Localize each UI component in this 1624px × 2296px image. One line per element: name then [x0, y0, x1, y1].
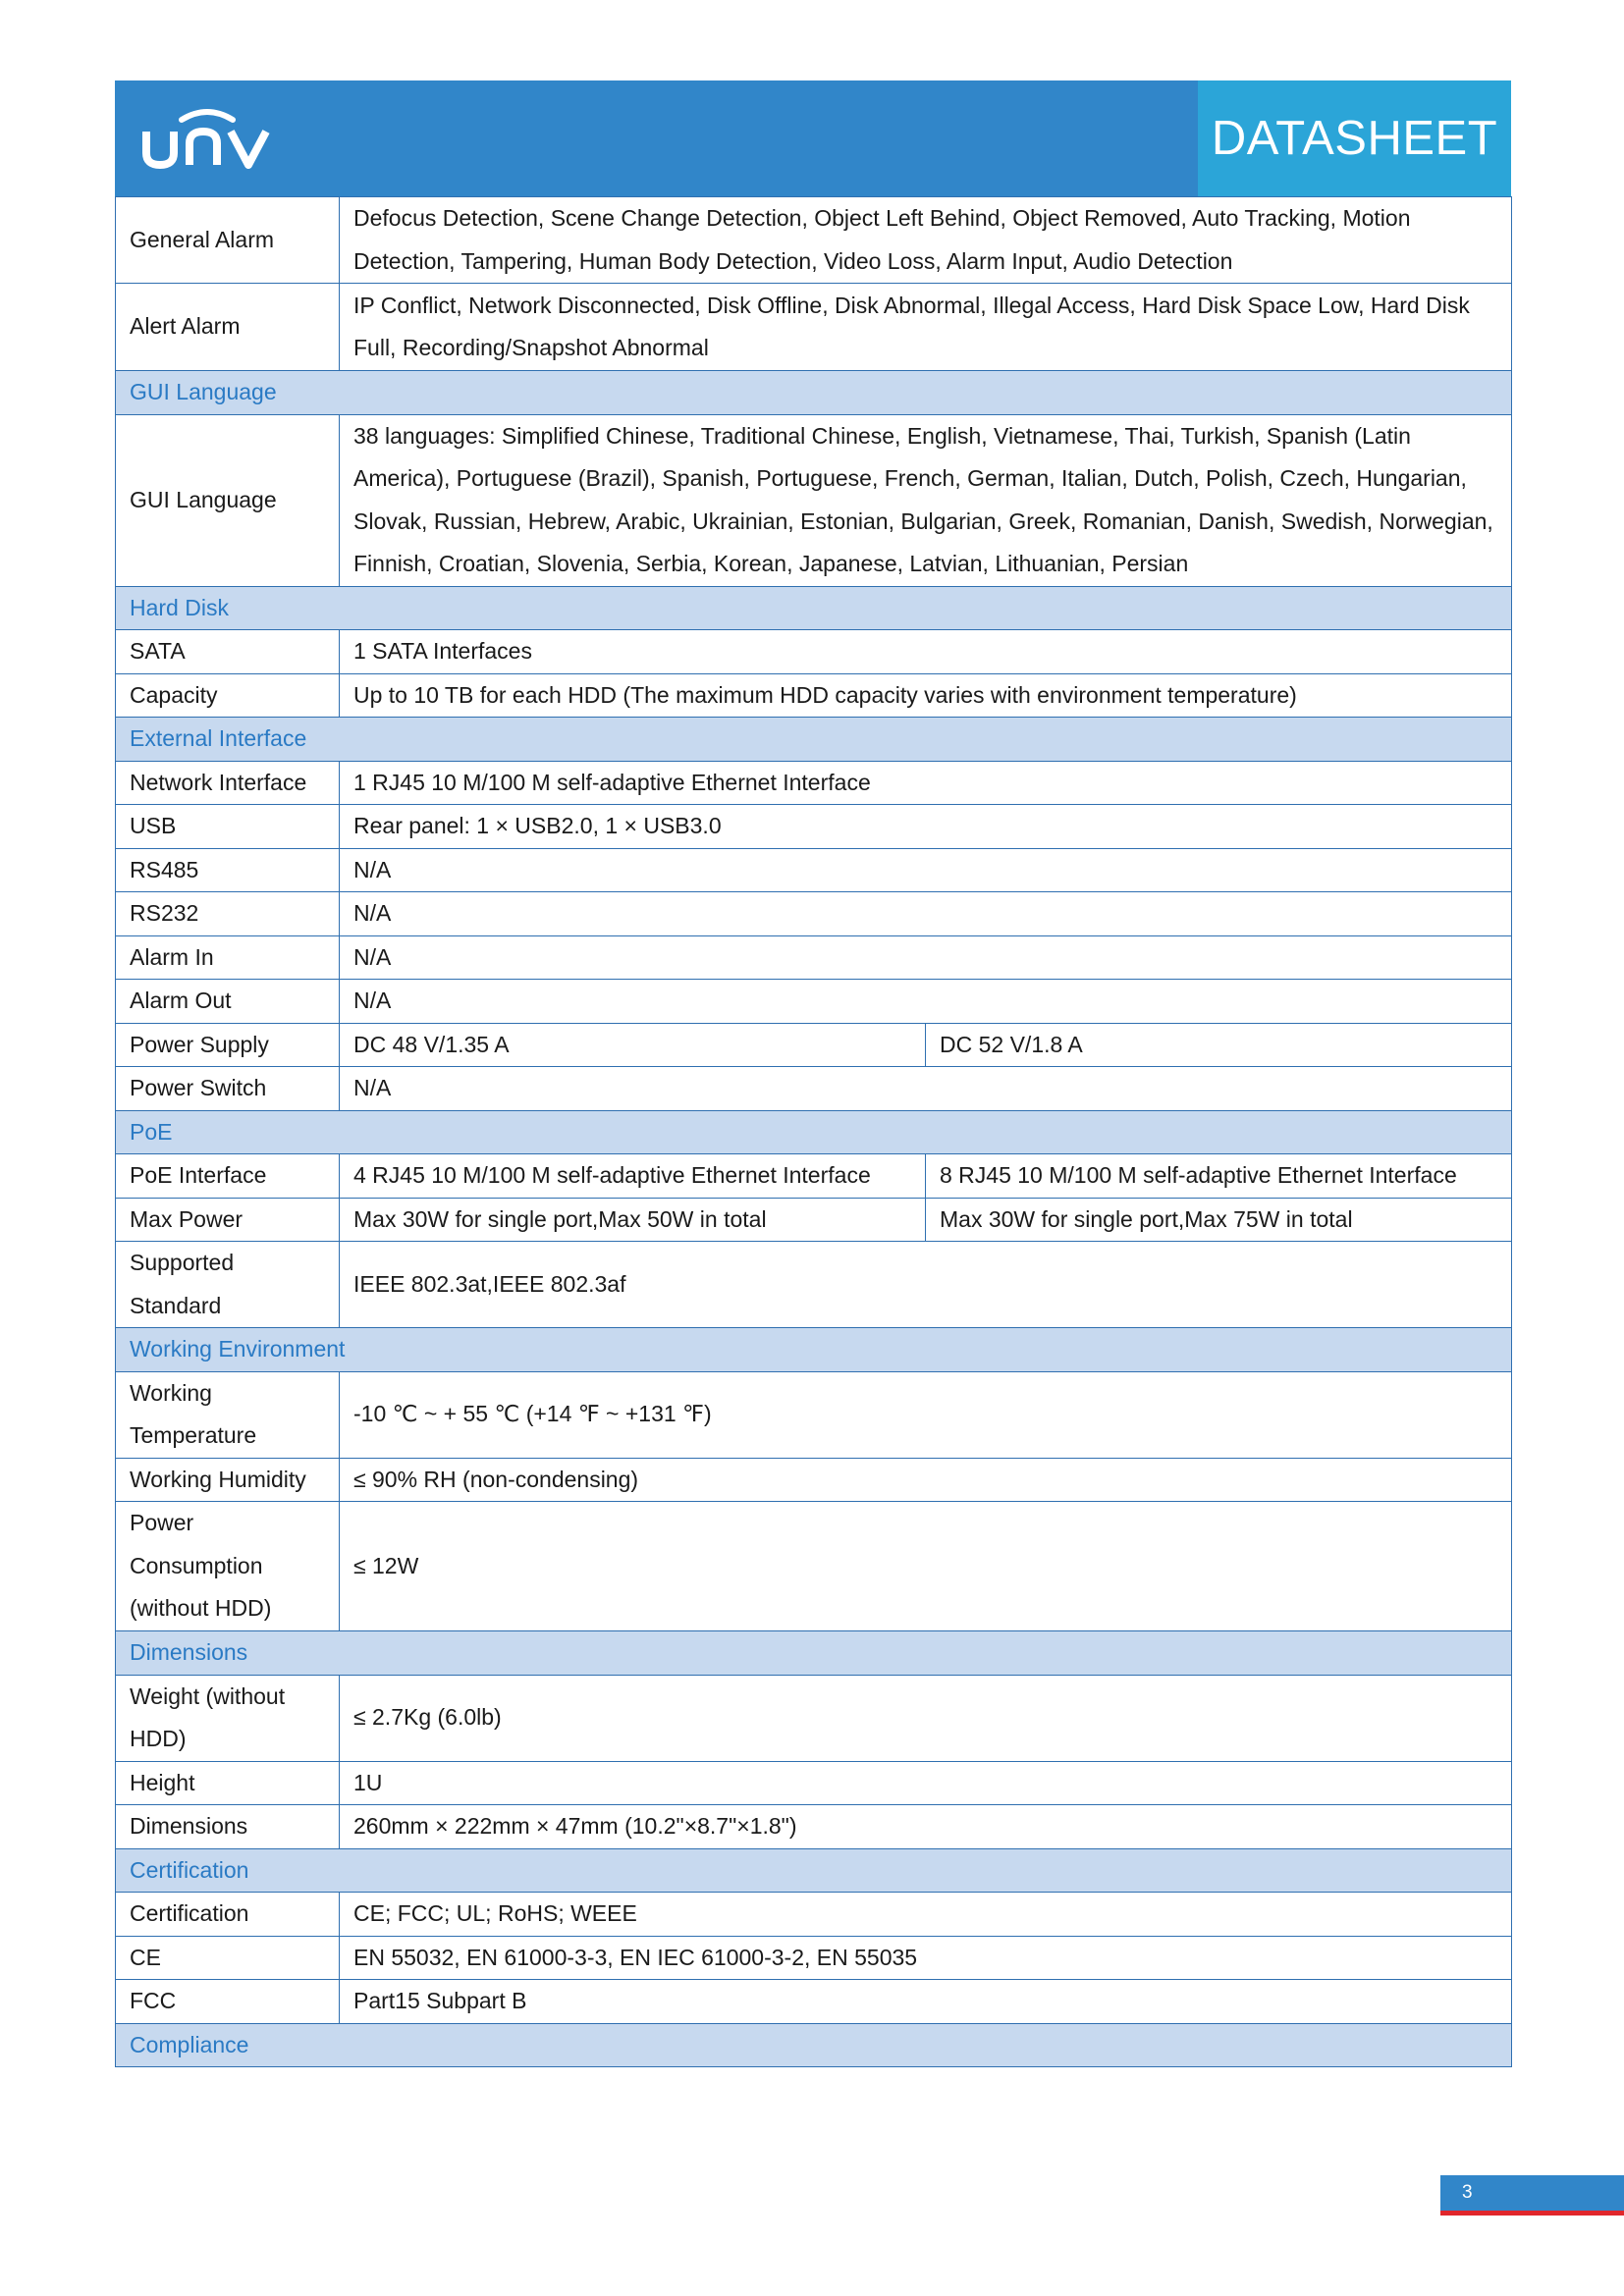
table-row [116, 630, 1512, 674]
row-value: 260mm × 222mm × 47mm (10.2"×8.7"×1.8") [340, 1805, 1512, 1849]
table-row [116, 1980, 1512, 2024]
table-row [116, 1936, 1512, 1980]
table-row [116, 284, 1512, 371]
section-title: Working Environment [116, 1328, 1512, 1372]
row-value: CE; FCC; UL; RoHS; WEEE [340, 1893, 1512, 1937]
section-title: Certification [116, 1848, 1512, 1893]
table-row [116, 1198, 1512, 1242]
row-label: Power Consumption (without HDD) [116, 1502, 340, 1631]
row-value: 1 SATA Interfaces [340, 630, 1512, 674]
section-header [116, 1328, 1512, 1372]
row-label: Network Interface [116, 761, 340, 805]
row-value: Rear panel: 1 × USB2.0, 1 × USB3.0 [340, 805, 1512, 849]
table-row [116, 761, 1512, 805]
row-value: Up to 10 TB for each HDD (The maximum HDD capacity varies with environment temperature) [340, 673, 1512, 718]
section-header [116, 1110, 1512, 1154]
table-row [116, 892, 1512, 936]
row-value: N/A [340, 980, 1512, 1024]
row-value: N/A [340, 1067, 1512, 1111]
section-header [116, 586, 1512, 630]
table-row [116, 414, 1512, 586]
row-label: Working Temperature [116, 1371, 340, 1458]
row-value: -10 ℃ ~ + 55 ℃ (+14 ℉ ~ +131 ℉) [340, 1371, 1512, 1458]
table-row [116, 1371, 1512, 1458]
section-header [116, 718, 1512, 762]
row-label: USB [116, 805, 340, 849]
row-value: 1U [340, 1761, 1512, 1805]
row-label: Dimensions [116, 1805, 340, 1849]
unv-logo [138, 102, 276, 173]
row-value: Defocus Detection, Scene Change Detection, Object Left Behind, Object Removed, Auto Tracking, Motion Detection, Tampering, Human Body Detection, Video Loss, Alarm Input, Audio Detection [340, 197, 1512, 284]
row-value: EN 55032, EN 61000-3-3, EN IEC 61000-3-2, EN 55035 [340, 1936, 1512, 1980]
row-label: Power Supply [116, 1023, 340, 1067]
row-value: N/A [340, 892, 1512, 936]
row-label: PoE Interface [116, 1154, 340, 1199]
row-label: Alarm Out [116, 980, 340, 1024]
table-row [116, 935, 1512, 980]
row-label: Supported Standard [116, 1242, 340, 1328]
table-row [116, 1242, 1512, 1328]
row-label: FCC [116, 1980, 340, 2024]
row-label: Height [116, 1761, 340, 1805]
row-value-8port: Max 30W for single port,Max 75W in total [926, 1198, 1512, 1242]
row-value: ≤ 90% RH (non-condensing) [340, 1458, 1512, 1502]
row-value-8port: 8 RJ45 10 M/100 M self-adaptive Ethernet Interface [926, 1154, 1512, 1199]
table-row [116, 1023, 1512, 1067]
section-header [116, 371, 1512, 415]
section-title: Dimensions [116, 1631, 1512, 1676]
section-title: External Interface [116, 718, 1512, 762]
table-row [116, 1675, 1512, 1761]
row-value: N/A [340, 848, 1512, 892]
table-row [116, 1502, 1512, 1631]
row-label: RS485 [116, 848, 340, 892]
row-value-4port: DC 48 V/1.35 A [340, 1023, 926, 1067]
row-label: Working Humidity [116, 1458, 340, 1502]
page-number-accent [1440, 2211, 1624, 2216]
row-value-4port: 4 RJ45 10 M/100 M self-adaptive Ethernet Interface [340, 1154, 926, 1199]
row-value: 1 RJ45 10 M/100 M self-adaptive Ethernet Interface [340, 761, 1512, 805]
table-row [116, 1067, 1512, 1111]
datasheet-badge: DATASHEET [1198, 80, 1511, 196]
section-header [116, 1848, 1512, 1893]
row-label: Capacity [116, 673, 340, 718]
table-row [116, 805, 1512, 849]
section-header [116, 1631, 1512, 1676]
section-title: GUI Language [116, 371, 1512, 415]
row-value: N/A [340, 935, 1512, 980]
row-value-8port: DC 52 V/1.8 A [926, 1023, 1512, 1067]
row-label: Power Switch [116, 1067, 340, 1111]
row-label: Weight (without HDD) [116, 1675, 340, 1761]
row-value: IP Conflict, Network Disconnected, Disk Offline, Disk Abnormal, Illegal Access, Hard Disk Space Low, Hard Disk Full, Recording/Snapshot Abnormal [340, 284, 1512, 371]
row-value: IEEE 802.3at,IEEE 802.3af [340, 1242, 1512, 1328]
row-label: Alarm In [116, 935, 340, 980]
table-row [116, 1893, 1512, 1937]
section-title: PoE [116, 1110, 1512, 1154]
table-row [116, 980, 1512, 1024]
row-label: RS232 [116, 892, 340, 936]
section-title: Hard Disk [116, 586, 1512, 630]
row-label: CE [116, 1936, 340, 1980]
table-row [116, 848, 1512, 892]
table-row [116, 197, 1512, 284]
section-title: Compliance [116, 2023, 1512, 2067]
table-row [116, 1154, 1512, 1199]
row-label: Max Power [116, 1198, 340, 1242]
table-row [116, 673, 1512, 718]
section-header [116, 2023, 1512, 2067]
table-row [116, 1761, 1512, 1805]
row-value: Part15 Subpart B [340, 1980, 1512, 2024]
table-row [116, 1458, 1512, 1502]
row-value: ≤ 12W [340, 1502, 1512, 1631]
row-label: Certification [116, 1893, 340, 1937]
row-value-4port: Max 30W for single port,Max 50W in total [340, 1198, 926, 1242]
row-label: Alert Alarm [116, 284, 340, 371]
row-value: ≤ 2.7Kg (6.0lb) [340, 1675, 1512, 1761]
page-number: 3 [1440, 2175, 1624, 2211]
row-value: 38 languages: Simplified Chinese, Traditional Chinese, English, Vietnamese, Thai, Turkish, Spanish (Latin America), Portuguese (Brazil), Spanish, Portuguese, French, German, Italian, Dutch, Polish, Czech, Hungarian, Slovak, Russian, Hebrew, Arabic, Ukrainian, Estonian, Bulgarian, Greek, Romanian, Danish, Swedish, Norwegian, Finnish, Croatian, Slovenia, Serbia, Korean, Japanese, Latvian, Lithuanian, Persian [340, 414, 1512, 586]
row-label: SATA [116, 630, 340, 674]
datasheet-header [115, 80, 1511, 196]
spec-table [115, 196, 1512, 2067]
table-row [116, 1805, 1512, 1849]
row-label: GUI Language [116, 414, 340, 586]
row-label: General Alarm [116, 197, 340, 284]
